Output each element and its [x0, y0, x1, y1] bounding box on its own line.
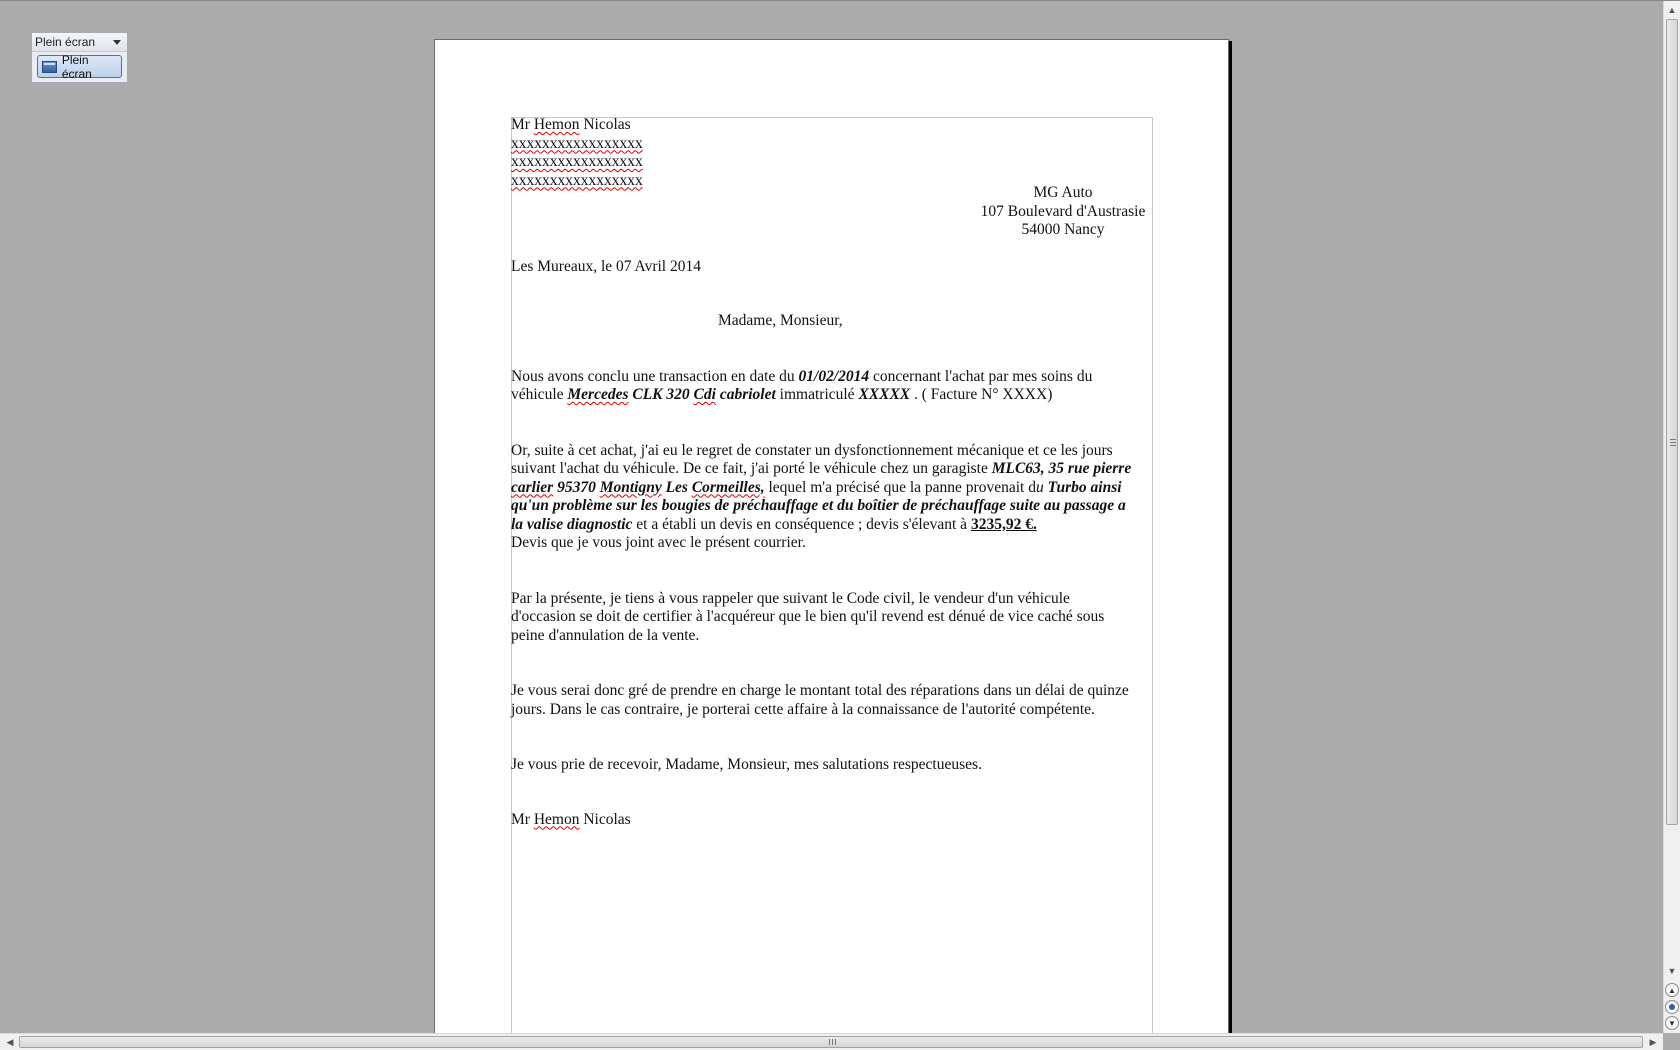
- paragraph-civil-code: Par la présente, je tiens à vous rappeler que suivant le Code civil, le vendeur d'un véhicule d'occasion se doit de certifier à l'acquéreur que le bien qu'il revend est dénué de vice caché sous peine d'annulation de la vente.: [511, 589, 1105, 644]
- greeting: Madame, Monsieur,: [718, 312, 843, 329]
- grip-icon: [829, 1039, 836, 1045]
- fullscreen-icon: [42, 61, 57, 73]
- next-page-icon[interactable]: ▼: [1665, 1016, 1679, 1030]
- sender-block: [511, 116, 1153, 190]
- browse-object-icon[interactable]: [1665, 1000, 1679, 1014]
- sender-address-line-1: xxxxxxxxxxxxxxxxx: [511, 134, 643, 152]
- paragraph-request: Je vous serai donc gré de prendre en charge le montant total des réparations dans un délai de quinze jours. Dans le cas contraire, je porterai cette affaire à la connaissance de l'autorité compétente.: [511, 682, 1129, 718]
- chevron-down-icon[interactable]: [113, 40, 121, 45]
- horizontal-scroll-thumb[interactable]: [19, 1036, 1643, 1048]
- arrow-left-icon[interactable]: ◀: [6, 1036, 14, 1047]
- arrow-up-icon[interactable]: ▲: [1667, 5, 1677, 15]
- vertical-scroll-thumb[interactable]: [1666, 19, 1678, 825]
- horizontal-scrollbar[interactable]: [0, 1033, 1663, 1050]
- sender-address-line-3: xxxxxxxxxxxxxxxxx: [511, 171, 643, 189]
- recipient-street: 107 Boulevard d'Austrasie: [980, 202, 1146, 220]
- vertical-scrollbar[interactable]: [1663, 1, 1680, 1033]
- paragraph-transaction: Nous avons conclu une transaction en date du 01/02/2014 concernant l'achat par mes soins du véhicule Mercedes CLK 320 Cdi cabriolet immatriculé XXXXX . ( Facture N° XXXX): [511, 367, 1093, 403]
- previous-page-icon[interactable]: ▲: [1665, 983, 1679, 997]
- grip-icon: [1670, 439, 1676, 446]
- recipient-name: MG Auto: [1033, 184, 1093, 201]
- fullscreen-button-label: Plein écran: [61, 52, 92, 81]
- paragraph-closing: Je vous prie de recevoir, Madame, Monsieur, mes salutations respectueuses.: [511, 756, 982, 773]
- fullscreen-toolbar[interactable]: [31, 32, 128, 83]
- recipient-block: [973, 184, 1153, 240]
- place-date: Les Mureaux, le 07 Avril 2014: [511, 257, 701, 275]
- sender-name: Mr Hemon Nicolas: [511, 116, 631, 133]
- recipient-city: 54000 Nancy: [1021, 221, 1105, 238]
- fullscreen-toolbar-title-label: Plein écran: [35, 35, 96, 49]
- fullscreen-toolbar-title[interactable]: [32, 33, 127, 52]
- arrow-down-icon[interactable]: ▼: [1667, 966, 1677, 976]
- signature: Mr Hemon Nicolas: [511, 810, 631, 828]
- arrow-right-icon[interactable]: ▶: [1649, 1036, 1657, 1047]
- letter-body[interactable]: [511, 116, 1153, 829]
- paragraph-defect: Or, suite à cet achat, j'ai eu le regret de constater un dysfonctionnement mécanique et ce les jours suivant l'achat du véhicule. De ce fait, j'ai porté le véhicule chez un garagiste MLC63, 35 rue pierre carlier 95370 Montigny Les Cormeilles, lequel m'a précisé que la panne provenait du Turbo ainsi qu'un problème sur les bougies de préchauffage et du boîtier de préchauffage suite au passage a la valise diagnostic et a établi un devis en conséquence ; devis s'élevant à 3235,92 €. Devis que je vous joint avec le présent courrier.: [511, 441, 1132, 551]
- sender-address-line-2: xxxxxxxxxxxxxxxxx: [511, 153, 643, 170]
- fullscreen-button[interactable]: [37, 52, 122, 81]
